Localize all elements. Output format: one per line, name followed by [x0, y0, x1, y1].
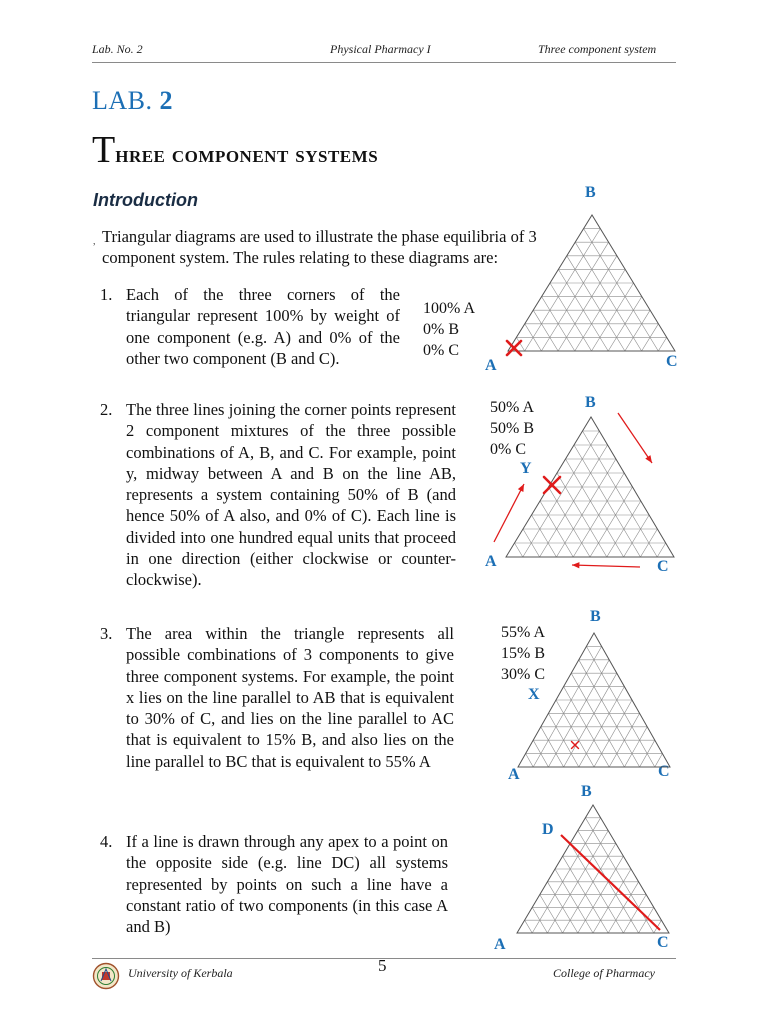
grid-line: [556, 700, 594, 767]
grid-line: [571, 673, 624, 767]
direction-arrow-ab: [494, 484, 524, 542]
grid-line: [657, 543, 666, 557]
comp-a: 55% A: [501, 624, 545, 641]
title-initial: T: [92, 129, 116, 171]
rule-text: The three lines joining the corner points represent 2 component mixtures of the three possible combinations of A, B, and C. For example, point y, midway between A and B on the line AB, represents a system containing 50% of B (and hence 50% of A also, and 0% of C). Each line is divided into one hundred equal units that proceed in one direction (either clockwise or counter-clockwise).: [126, 400, 456, 590]
grid-line: [558, 256, 617, 351]
rule-number: 1.: [100, 285, 113, 304]
grid-line: [655, 754, 663, 767]
header-right: Three component system: [538, 42, 657, 56]
lab-number: 2: [159, 86, 173, 115]
grid-line: [593, 869, 631, 933]
grid-line: [525, 229, 601, 351]
header-left: Lab. No. 2: [92, 42, 143, 56]
intro-paragraph: Triangular diagrams are used to illustrate the phase equilibria of 3 component system. The rules relating to these diagrams are:: [102, 227, 537, 267]
rule-text: If a line is drawn through any apex to a point on the opposite side (e.g. line DC) all systems represented by points on such a line have a constant ratio of two components (in this case A and B): [126, 832, 448, 937]
comp-a: 100% A: [423, 300, 475, 317]
grid-line: [540, 895, 563, 933]
direction-arrow-bc-head: [645, 455, 652, 463]
grid-line: [566, 459, 624, 557]
grid-line: [556, 459, 616, 557]
grid-line: [658, 337, 666, 351]
grid-line: [541, 727, 564, 767]
university-logo: [92, 962, 120, 990]
diagram1-label-b: B: [585, 184, 596, 201]
comp-c: 30% C: [501, 666, 545, 683]
grid-line: [624, 727, 647, 767]
diagram2-point-label: Y: [520, 460, 532, 477]
grid-line: [564, 673, 617, 767]
page-number: 5: [378, 956, 387, 975]
direction-arrow-ca-head: [572, 562, 579, 568]
comp-b: 15% B: [501, 645, 545, 662]
comp-b: 0% B: [423, 321, 459, 338]
title-rest: hree component systems: [115, 142, 379, 168]
grid-line: [567, 256, 625, 351]
rule-text: Each of the three corners of the triangular represent 100% by weight of one component (e.g. A) and 0% of the other two component (B and C).: [126, 285, 400, 368]
diagram3-label-a: A: [508, 766, 520, 783]
direction-arrow-bc: [618, 413, 652, 463]
diagram4-point-label: D: [542, 821, 554, 838]
comp-c: 0% C: [423, 342, 459, 359]
grid-line: [586, 646, 654, 767]
footer-right: College of Pharmacy: [553, 966, 655, 980]
intro-heading: Introduction: [93, 190, 198, 210]
grid-line: [526, 754, 534, 767]
intro-mark: ,: [93, 236, 96, 247]
diagram2-label-b: B: [585, 394, 596, 411]
rule-number: 4.: [100, 832, 113, 851]
direction-arrow-ca: [572, 565, 640, 567]
grid-line: [592, 283, 634, 351]
grid-line: [550, 283, 592, 351]
comp-b: 50% B: [490, 420, 534, 437]
grid-line: [523, 431, 600, 557]
diagram2-label-a: A: [485, 553, 497, 570]
grid-line: [532, 818, 600, 933]
header-center: Physical Pharmacy I: [330, 42, 431, 56]
grid-line: [563, 843, 616, 933]
grid-line: [515, 543, 523, 557]
rule-number: 3.: [100, 624, 113, 643]
grid-line: [590, 487, 633, 557]
line-dc: [561, 835, 660, 930]
footer-left: University of Kerbala: [128, 966, 233, 980]
grid-line: [594, 700, 632, 767]
comp-c: 0% C: [490, 441, 526, 458]
lab-prefix: LAB.: [92, 86, 153, 115]
diagram4-label-a: A: [494, 936, 506, 953]
comp-a: 50% A: [490, 399, 534, 416]
diagram3-label-c: C: [658, 763, 670, 780]
diagram1-label-c: C: [666, 353, 678, 370]
diagram3-point-label: X: [528, 686, 540, 703]
grid-line: [583, 431, 658, 557]
grid-line: [584, 229, 659, 351]
diagram3-label-b: B: [590, 608, 601, 625]
rule-text: The area within the triangle represents all possible combinations of 3 components to give three component systems. For example, the point x lies on the line parallel to AB that is equivalent to 30% of C, and lies on the line parallel to AC that is equivalent to 15% B, and also lies on the line parallel to BC that is equivalent to 55% A: [126, 624, 454, 771]
diagram4-label-c: C: [657, 934, 669, 951]
grid-line: [533, 646, 601, 767]
grid-line: [525, 920, 533, 933]
diagram1-label-a: A: [485, 357, 497, 374]
grid-line: [625, 310, 650, 351]
diagram4-label-b: B: [581, 783, 592, 800]
diagram2-label-c: C: [657, 558, 669, 575]
grid-line: [555, 869, 593, 933]
rule-number: 2.: [100, 400, 113, 419]
grid-line: [549, 487, 591, 557]
grid-line: [533, 310, 558, 351]
